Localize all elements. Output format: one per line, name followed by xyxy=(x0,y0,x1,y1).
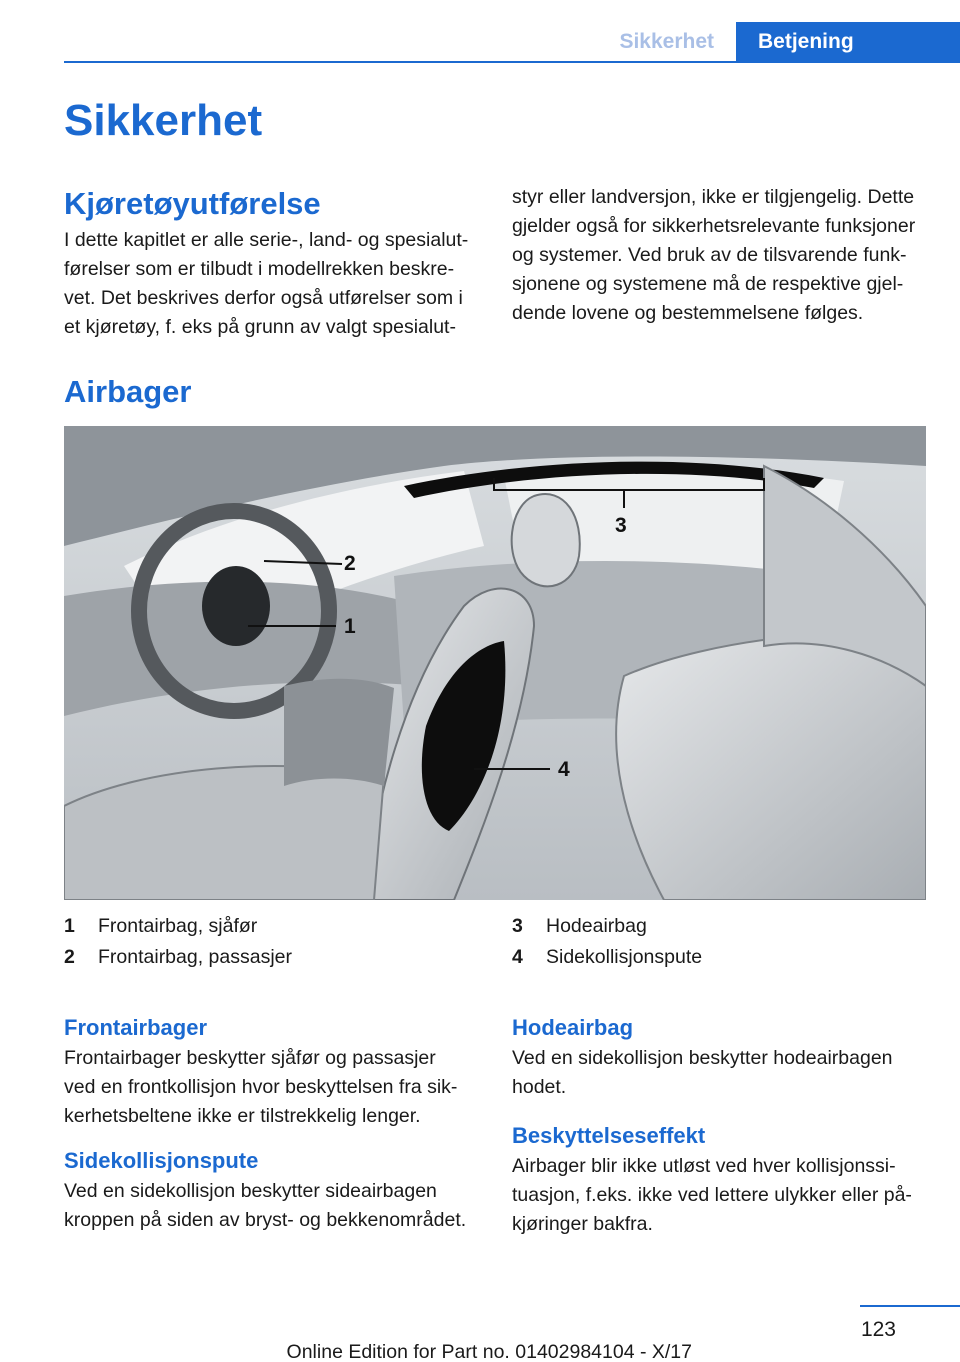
vehicle-design-heading: Kjøretøyutførelse xyxy=(64,186,321,221)
protective-effect-heading: Beskyttelseseffekt xyxy=(512,1123,706,1148)
vehicle-design-col-left xyxy=(64,184,480,342)
side-airbag-heading: Sidekollisjonspute xyxy=(64,1148,259,1173)
legend-label: Sidekollisjonspute xyxy=(546,946,703,968)
side-airbag-section xyxy=(64,1145,484,1235)
tab-chapter-betjening[interactable]: Betjening xyxy=(736,22,960,62)
text-line: Airbager blir ikke utløst ved hver kollisjonssi- xyxy=(512,1155,896,1177)
tab-section-sikkerhet[interactable]: Sikkerhet xyxy=(597,22,736,62)
header-tabs xyxy=(597,22,960,62)
headrest xyxy=(512,494,580,586)
callout-3: 3 xyxy=(615,514,627,537)
legend-item xyxy=(64,912,257,941)
footer-rule xyxy=(860,1305,960,1307)
head-airbag-section xyxy=(512,1012,928,1102)
legend-number: 3 xyxy=(512,915,523,937)
legend-number: 2 xyxy=(64,946,75,968)
page-title: Sikkerhet xyxy=(64,96,263,145)
text-line: et kjøretøy, f. eks på grunn av valgt spesialut- xyxy=(64,316,456,338)
legend-item xyxy=(512,943,702,972)
legend-label: Hodeairbag xyxy=(546,915,647,937)
text-line: hodet. xyxy=(512,1076,567,1098)
legend-number: 4 xyxy=(512,946,523,968)
legend-item xyxy=(64,943,292,972)
text-line: Ved en sidekollisjon beskytter hodeairbagen xyxy=(512,1047,893,1069)
text-line: tuasjon, f.eks. ikke ved lettere ulykker eller på- xyxy=(512,1184,912,1206)
side-airbag-text xyxy=(64,1177,484,1235)
text-line: og systemer. Ved bruk av de tilsvarende funk- xyxy=(512,244,907,266)
text-line: kerhetsbeltene ikke er tilstrekkelig lenger. xyxy=(64,1105,421,1127)
center-console xyxy=(284,679,394,786)
vehicle-design-text-right xyxy=(512,183,932,328)
front-airbags-text xyxy=(64,1044,480,1131)
text-line: kjøringer bakfra. xyxy=(512,1213,653,1235)
header-rule xyxy=(64,61,960,63)
vehicle-design-col-right xyxy=(512,183,932,328)
airbag-illustration xyxy=(64,426,926,900)
page-number: 123 xyxy=(860,1318,896,1341)
footer-edition: Online Edition for Part no. 01402984104 - X/17 xyxy=(286,1341,692,1362)
airbags-heading: Airbager xyxy=(64,374,192,409)
text-line: Frontairbager beskytter sjåfør og passasjer xyxy=(64,1047,436,1069)
text-line: førelser som er tilbudt i modellrekken beskre- xyxy=(64,258,455,280)
protective-effect-section xyxy=(512,1120,932,1239)
text-line: Ved en sidekollisjon beskytter sideairbagen xyxy=(64,1180,437,1202)
text-line: kroppen på siden av bryst- og bekkenområdet. xyxy=(64,1209,467,1231)
head-airbag-text xyxy=(512,1044,928,1102)
text-line: styr eller landversjon, ikke er tilgjengelig. Dette xyxy=(512,186,915,208)
text-line: gjelder også for sikkerhetsrelevante funksjoner xyxy=(512,215,916,237)
text-line: sjonene og systemene må de respektive gjel- xyxy=(512,273,904,295)
driver-airbag-hub xyxy=(202,566,270,646)
head-airbag-heading: Hodeairbag xyxy=(512,1015,634,1040)
legend-number: 1 xyxy=(64,915,75,937)
vehicle-design-text-left xyxy=(64,226,480,342)
callout-4: 4 xyxy=(558,758,570,781)
protective-effect-text xyxy=(512,1152,932,1239)
callout-2: 2 xyxy=(344,552,356,575)
rear-seat xyxy=(616,632,926,900)
text-line: I dette kapitlet er alle serie-, land- og spesialut- xyxy=(64,229,469,251)
callout-1: 1 xyxy=(344,615,356,638)
text-line: ved en frontkollisjon hvor beskyttelsen fra sik- xyxy=(64,1076,458,1098)
legend-label: Frontairbag, sjåfør xyxy=(98,915,258,937)
legend-item xyxy=(512,912,647,941)
text-line: dende lovene og bestemmelsene følges. xyxy=(512,302,864,324)
car-interior-drawing xyxy=(64,426,926,900)
text-line: vet. Det beskrives derfor også utførelser som i xyxy=(64,287,463,309)
legend-label: Frontairbag, passasjer xyxy=(98,946,293,968)
front-airbags-heading: Frontairbager xyxy=(64,1015,208,1040)
front-airbags-section xyxy=(64,1012,480,1131)
